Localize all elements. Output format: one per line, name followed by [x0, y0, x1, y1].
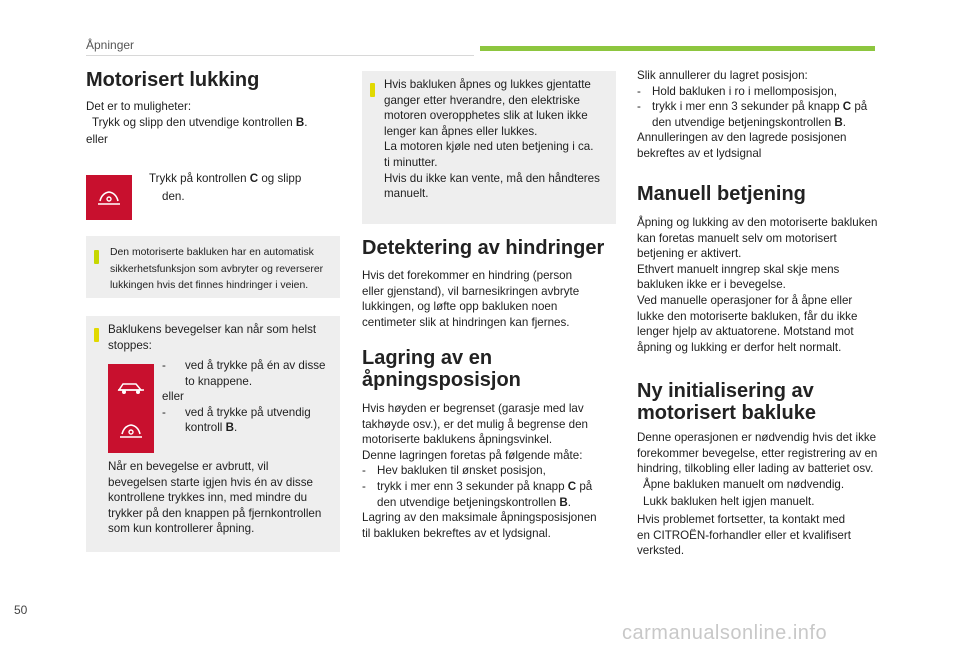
storage-paragraph: Hvis høyden er begrenset (garasje med lav takhøyde osv.), er det mulig å begrense den motoriserte baklukens åpningsvinkel. Denne lagringen foretas på følgende måte: - Hev bakluken til ønsket posisjon, - trykk i mer enn 3 sekunder på knapp C på den utvendige betjeningskontrollen B. Lagring av den maksimale åpningsposisjonen til bakluken bekreftes av et lydsignal.	[362, 402, 597, 540]
bullet-control-c: Trykk på kontrollen C og slipp den.	[149, 172, 302, 203]
tailgate-button-icon	[86, 175, 132, 220]
intro-text: Det er to muligheter:	[86, 100, 192, 113]
heading-detektering: Detektering av hindringer	[362, 237, 605, 259]
header-rule	[86, 55, 474, 56]
cancel-paragraph: Slik annullerer du lagret posisjon: - Hold bakluken i ro i mellomposisjon, - trykk i mer enn 3 sekunder på knapp C på den utvendige betjeningskontrollen B. Annulleringen av den lagrede posisjonen bekreftes av et lydsignal	[637, 69, 868, 160]
intro-block	[86, 99, 346, 148]
or-text: eller	[86, 133, 108, 147]
heading-lagring: Lagring av en åpningsposisjon	[362, 347, 521, 391]
obstacle-paragraph: Hvis det forekommer en hindring (person eller gjenstand), vil barnesikringen avbryte lukkingen, og løfte opp bakluken noen centimeter slik at hindringen kan fjernes.	[362, 269, 580, 329]
tailgate-button-icon	[108, 408, 154, 453]
section-title: Åpninger	[86, 38, 135, 52]
remote-key-icon	[108, 364, 154, 409]
page-number: 50	[14, 603, 28, 617]
heading-manuell-betjening: Manuell betjening	[637, 183, 806, 205]
note-safety: Den motoriserte bakluken har en automatisk sikkerhetsfunksjon som avbryter og reverserer lukkingen hvis det finnes hindringer i veien.	[86, 236, 340, 298]
manual-paragraph: Åpning og lukking av den motoriserte bakluken kan foretas manuelt selv om motorisert betjening er aktivert. Ethvert manuelt inngrep skal skje mens bakluken ikke er i bevegelse. Ved manuelle operasjoner for å åpne eller lukke den motoriserte bakluken, får du ikke lenger hjelp av aktuatorene. Motstand mot åpning og lukking er derfor helt normalt.	[637, 216, 878, 354]
heading-motorisert-lukking: Motorisert lukking	[86, 69, 260, 91]
reinit-paragraph: Denne operasjonen er nødvendig hvis det ikke forekommer bevegelse, etter registrering av en hindring, tilkobling eller lading av batteriet osv. Åpne bakluken manuelt om nødvendig. Lukk bakluken helt igjen manuelt. Hvis problemet fortsetter, ta kontakt med en CITROËN-forhandler eller et kvalifisert verksted.	[637, 431, 878, 558]
note-overheat: Hvis bakluken åpnes og lukkes gjentatte ganger etter hverandre, den elektriske motoren overopphetes slik at luken ikke lenger kan åpnes eller lukkes. La motoren kjøle ned uten betjening i ca. ti minutter. Hvis du ikke kan vente, må den håndteres manuelt.	[362, 71, 616, 224]
header-accent-bar	[480, 46, 875, 51]
info-marker-icon	[94, 328, 99, 342]
note-stop-movement: Baklukens bevegelser kan når som helst stoppes: - ved å trykke på én av disse to knappene. eller - ved å trykke på utvendig kontroll B. Når en bevegelse er avbrutt, vil bevegelsen starte igjen hvis én av disse kontrollene trykkes inn, med mindre du trykker på den knappen på fjernkontrollen som kun kontrollerer åpning.	[86, 316, 340, 552]
bullet-outside-control: Trykk og slipp den utvendige kontrollen B.	[92, 115, 308, 129]
info-marker-icon	[370, 83, 375, 97]
heading-ny-initialisering: Ny initialisering av motorisert bakluke	[637, 380, 816, 424]
resume-paragraph: Når en bevegelse er avbrutt, vil bevegelsen starte igjen hvis én av disse kontrollene trykkes inn, med mindre du trykker på den knappen på fjernkontrollen som kun kontrollerer åpning.	[108, 460, 322, 536]
watermark: carmanualsonline.info	[622, 622, 828, 644]
info-marker-icon	[94, 250, 99, 264]
